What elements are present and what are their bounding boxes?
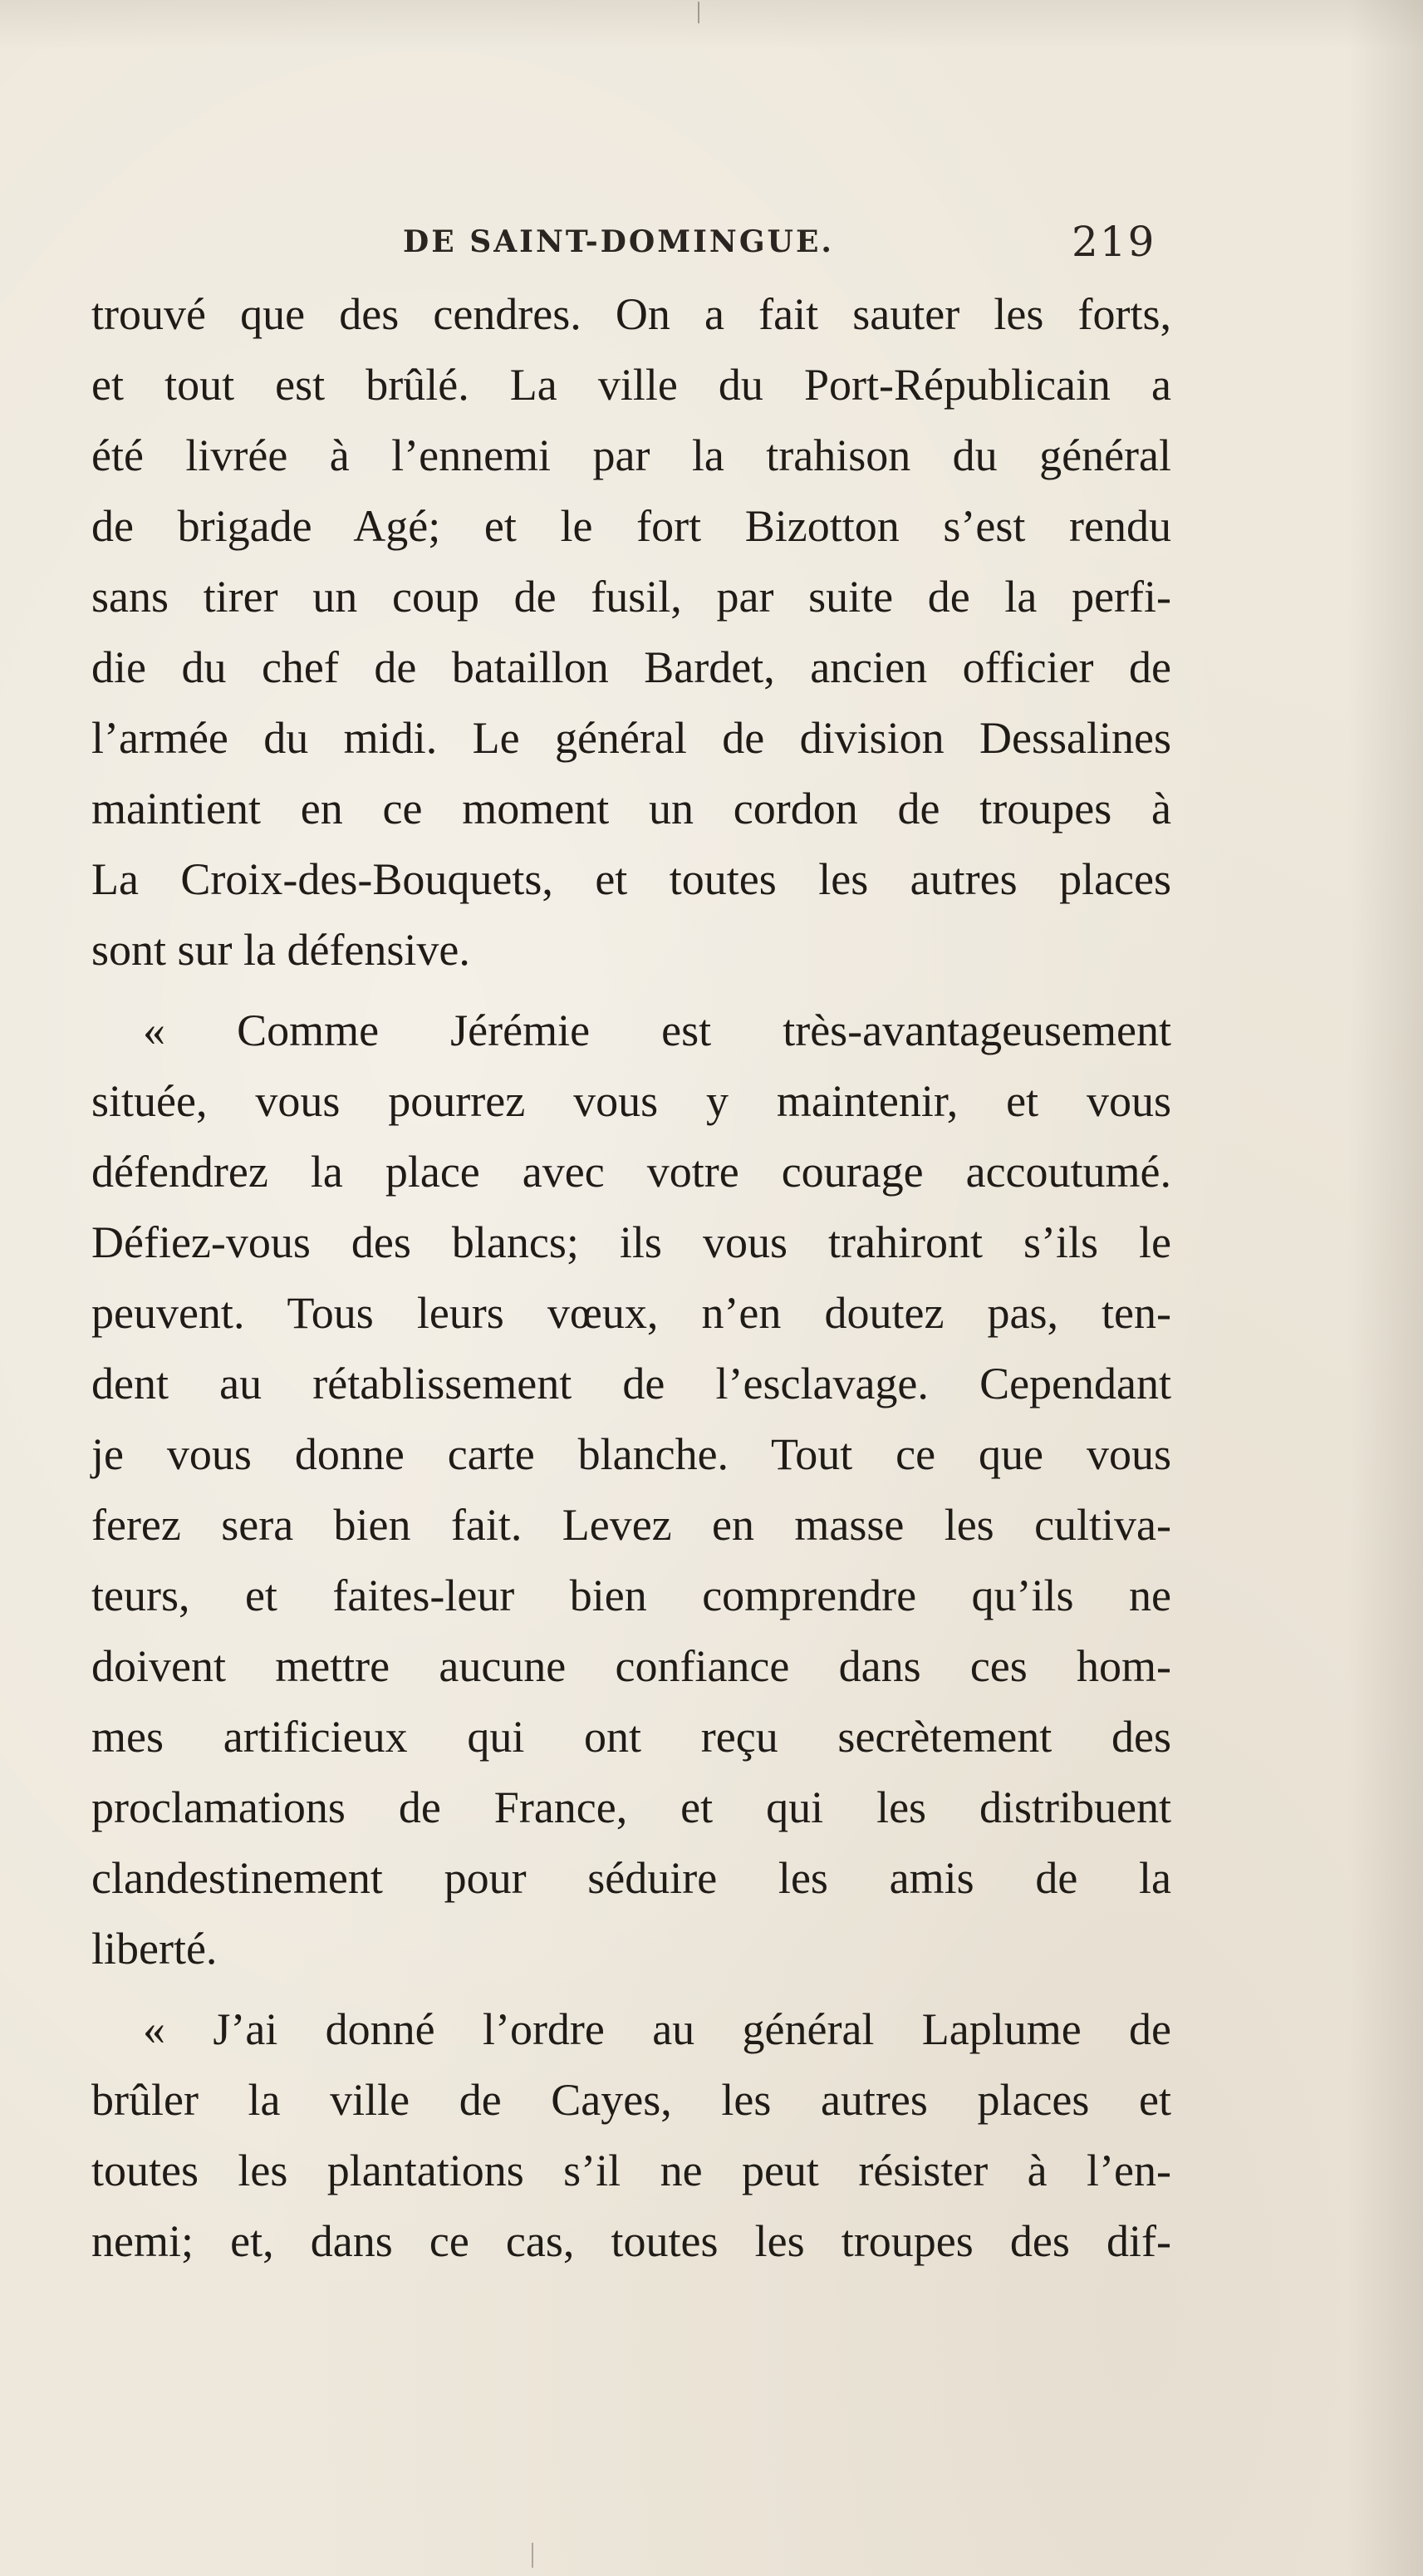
page-number: 219: [1072, 218, 1156, 266]
text-line: Défiez-vous des blancs; ils vous trahiront s’ils le: [91, 1217, 1171, 1267]
text-line: toutes les plantations s’il ne peut résister à l’en-: [91, 2146, 1171, 2195]
text-line: doivent mettre aucune confiance dans ces hom-: [91, 1641, 1171, 1691]
text-line: clandestinement pour séduire les amis de la: [91, 1853, 1171, 1903]
text-line: brûler la ville de Cayes, les autres places et: [91, 2075, 1171, 2125]
paper-mark: [532, 2543, 533, 2568]
text-line: liberté.: [91, 1924, 218, 1974]
text-line: défendrez la place avec votre courage accoutumé.: [91, 1147, 1171, 1197]
text-line: proclamations de France, et qui les distribuent: [91, 1782, 1171, 1832]
text-line: et tout est brûlé. La ville du Port-Républicain a: [91, 360, 1171, 410]
running-head: [0, 218, 1423, 268]
text-line: trouvé que des cendres. On a fait sauter les forts,: [91, 289, 1171, 339]
text-line: été livrée à l’ennemi par la trahison du général: [91, 430, 1171, 480]
text-line: dent au rétablissement de l’esclavage. Cependant: [91, 1359, 1171, 1408]
text-line: teurs, et faites-leur bien comprendre qu’ils ne: [91, 1571, 1171, 1620]
paragraph-first-line: « J’ai donné l’ordre au général Laplume de: [143, 2004, 1171, 2054]
text-line: je vous donne carte blanche. Tout ce que vous: [91, 1429, 1171, 1479]
text-line: nemi; et, dans ce cas, toutes les troupes des dif-: [91, 2216, 1171, 2266]
text-line: peuvent. Tous leurs vœux, n’en doutez pas, ten-: [91, 1288, 1171, 1338]
text-line: ferez sera bien fait. Levez en masse les cultiva-: [91, 1500, 1171, 1550]
running-title: DE SAINT-DOMINGUE.: [403, 224, 834, 259]
page-edge-shadow: [1348, 0, 1423, 2576]
paper-mark: [698, 2, 699, 23]
body-text: [91, 279, 1171, 2277]
page-top-shadow: [0, 0, 1423, 50]
paragraph-first-line: « Comme Jérémie est très-avantageusement: [143, 1005, 1171, 1055]
text-line: maintient en ce moment un cordon de troupes à: [91, 784, 1171, 833]
text-line: située, vous pourrez vous y maintenir, et vous: [91, 1076, 1171, 1126]
text-line: sont sur la défensive.: [91, 925, 470, 975]
text-line: La Croix-des-Bouquets, et toutes les autres places: [91, 854, 1171, 904]
text-line: l’armée du midi. Le général de division Dessalines: [91, 713, 1171, 763]
text-line: die du chef de bataillon Bardet, ancien officier de: [91, 642, 1171, 692]
text-line: mes artificieux qui ont reçu secrètement des: [91, 1712, 1171, 1762]
text-line: de brigade Agé; et le fort Bizotton s’est rendu: [91, 501, 1171, 551]
text-line: sans tirer un coup de fusil, par suite de la perfi-: [91, 572, 1171, 622]
